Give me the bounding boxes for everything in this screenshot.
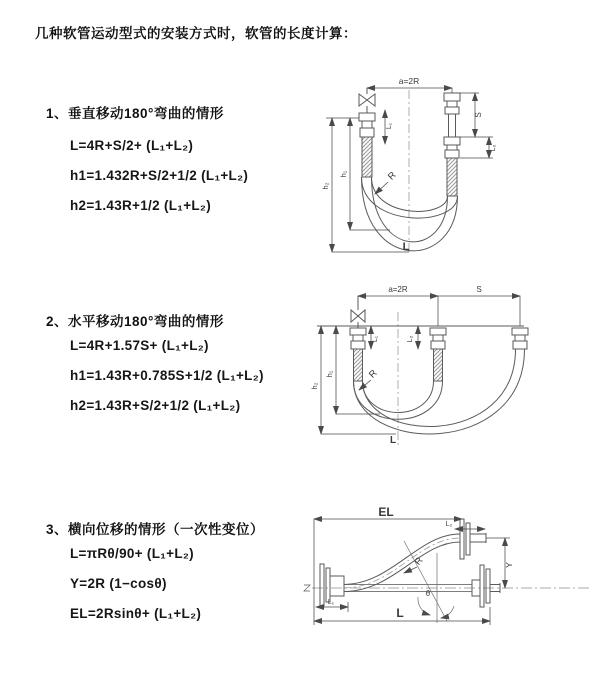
dim-label-l2: L₂ (490, 144, 497, 152)
centerline (304, 538, 592, 591)
dim-label-l2: L₂ (445, 521, 453, 528)
section-2-formula-h1: h1=1.43R+0.785S+1/2 (L₁+L₂) (70, 368, 264, 383)
dim-label-theta: θ (425, 589, 431, 598)
dim-label-h1: h₁ (325, 370, 334, 378)
section-2-formula-h2: h2=1.43R+S/2+1/2 (L₁+L₂) (70, 398, 241, 413)
dim-label-a2r: a=2R (388, 285, 408, 294)
diagram-vertical-u-bend (312, 62, 552, 262)
dim-label-l1: L₁ (386, 122, 393, 130)
diagram-lateral-displacement (300, 505, 600, 660)
dim-label-y: Y (504, 562, 514, 568)
section-1-formula-L: L=4R+S/2+ (L₁+L₂) (70, 138, 194, 153)
dim-label-l2: L₂ (407, 335, 414, 343)
dim-label-r: R (366, 367, 380, 381)
dim-label-l1: L₁ (372, 335, 379, 343)
dim-label-el: EL (378, 505, 394, 519)
section-1-formula-h1: h1=1.432R+S/2+1/2 (L₁+L₂) (70, 168, 249, 183)
dimension-lines (314, 519, 510, 625)
dim-label-l: L (402, 241, 410, 253)
dim-label-h2: h₂ (321, 182, 330, 190)
dim-label-r: R (385, 169, 399, 183)
dimension-lines (326, 88, 493, 252)
section-3-formula-EL: EL=2Rsinθ+ (L₁+L₂) (70, 606, 202, 621)
section-2-heading: 2、水平移动180°弯曲的情形 (46, 314, 224, 329)
dim-label-l: L (389, 435, 397, 446)
section-3-formula-L: L=πRθ/90+ (L₁+L₂) (70, 546, 194, 561)
dim-label-s: S (474, 112, 483, 118)
dim-label-l: L (396, 606, 404, 620)
section-2-formula-L: L=4R+1.57S+ (L₁+L₂) (70, 338, 209, 353)
section-1-heading: 1、垂直移动180°弯曲的情形 (46, 106, 224, 121)
construction-lines (404, 541, 454, 623)
dim-label-l1: L₁ (327, 599, 335, 606)
section-3-formula-Y: Y=2R (1−cosθ) (70, 576, 167, 591)
dim-label-s: S (476, 285, 482, 294)
hose-assembly (317, 326, 528, 434)
hose-assembly (320, 519, 500, 607)
valve-icon (351, 296, 365, 328)
dim-label-a2r: a=2R (398, 76, 420, 86)
dim-label-h1: h₁ (339, 170, 348, 178)
hose-assembly (359, 93, 460, 251)
section-1-formula-h2: h2=1.43R+1/2 (L₁+L₂) (70, 198, 212, 213)
valve-icon (359, 88, 375, 113)
dim-label-r: R (412, 555, 426, 568)
diagram-horizontal-u-bend (308, 282, 592, 455)
dim-label-h2: h₂ (310, 382, 319, 390)
section-3-heading: 3、横向位移的情形（一次性变位） (46, 522, 265, 537)
page-title: 几种软管运动型式的安装方式时，软管的长度计算： (35, 26, 357, 41)
